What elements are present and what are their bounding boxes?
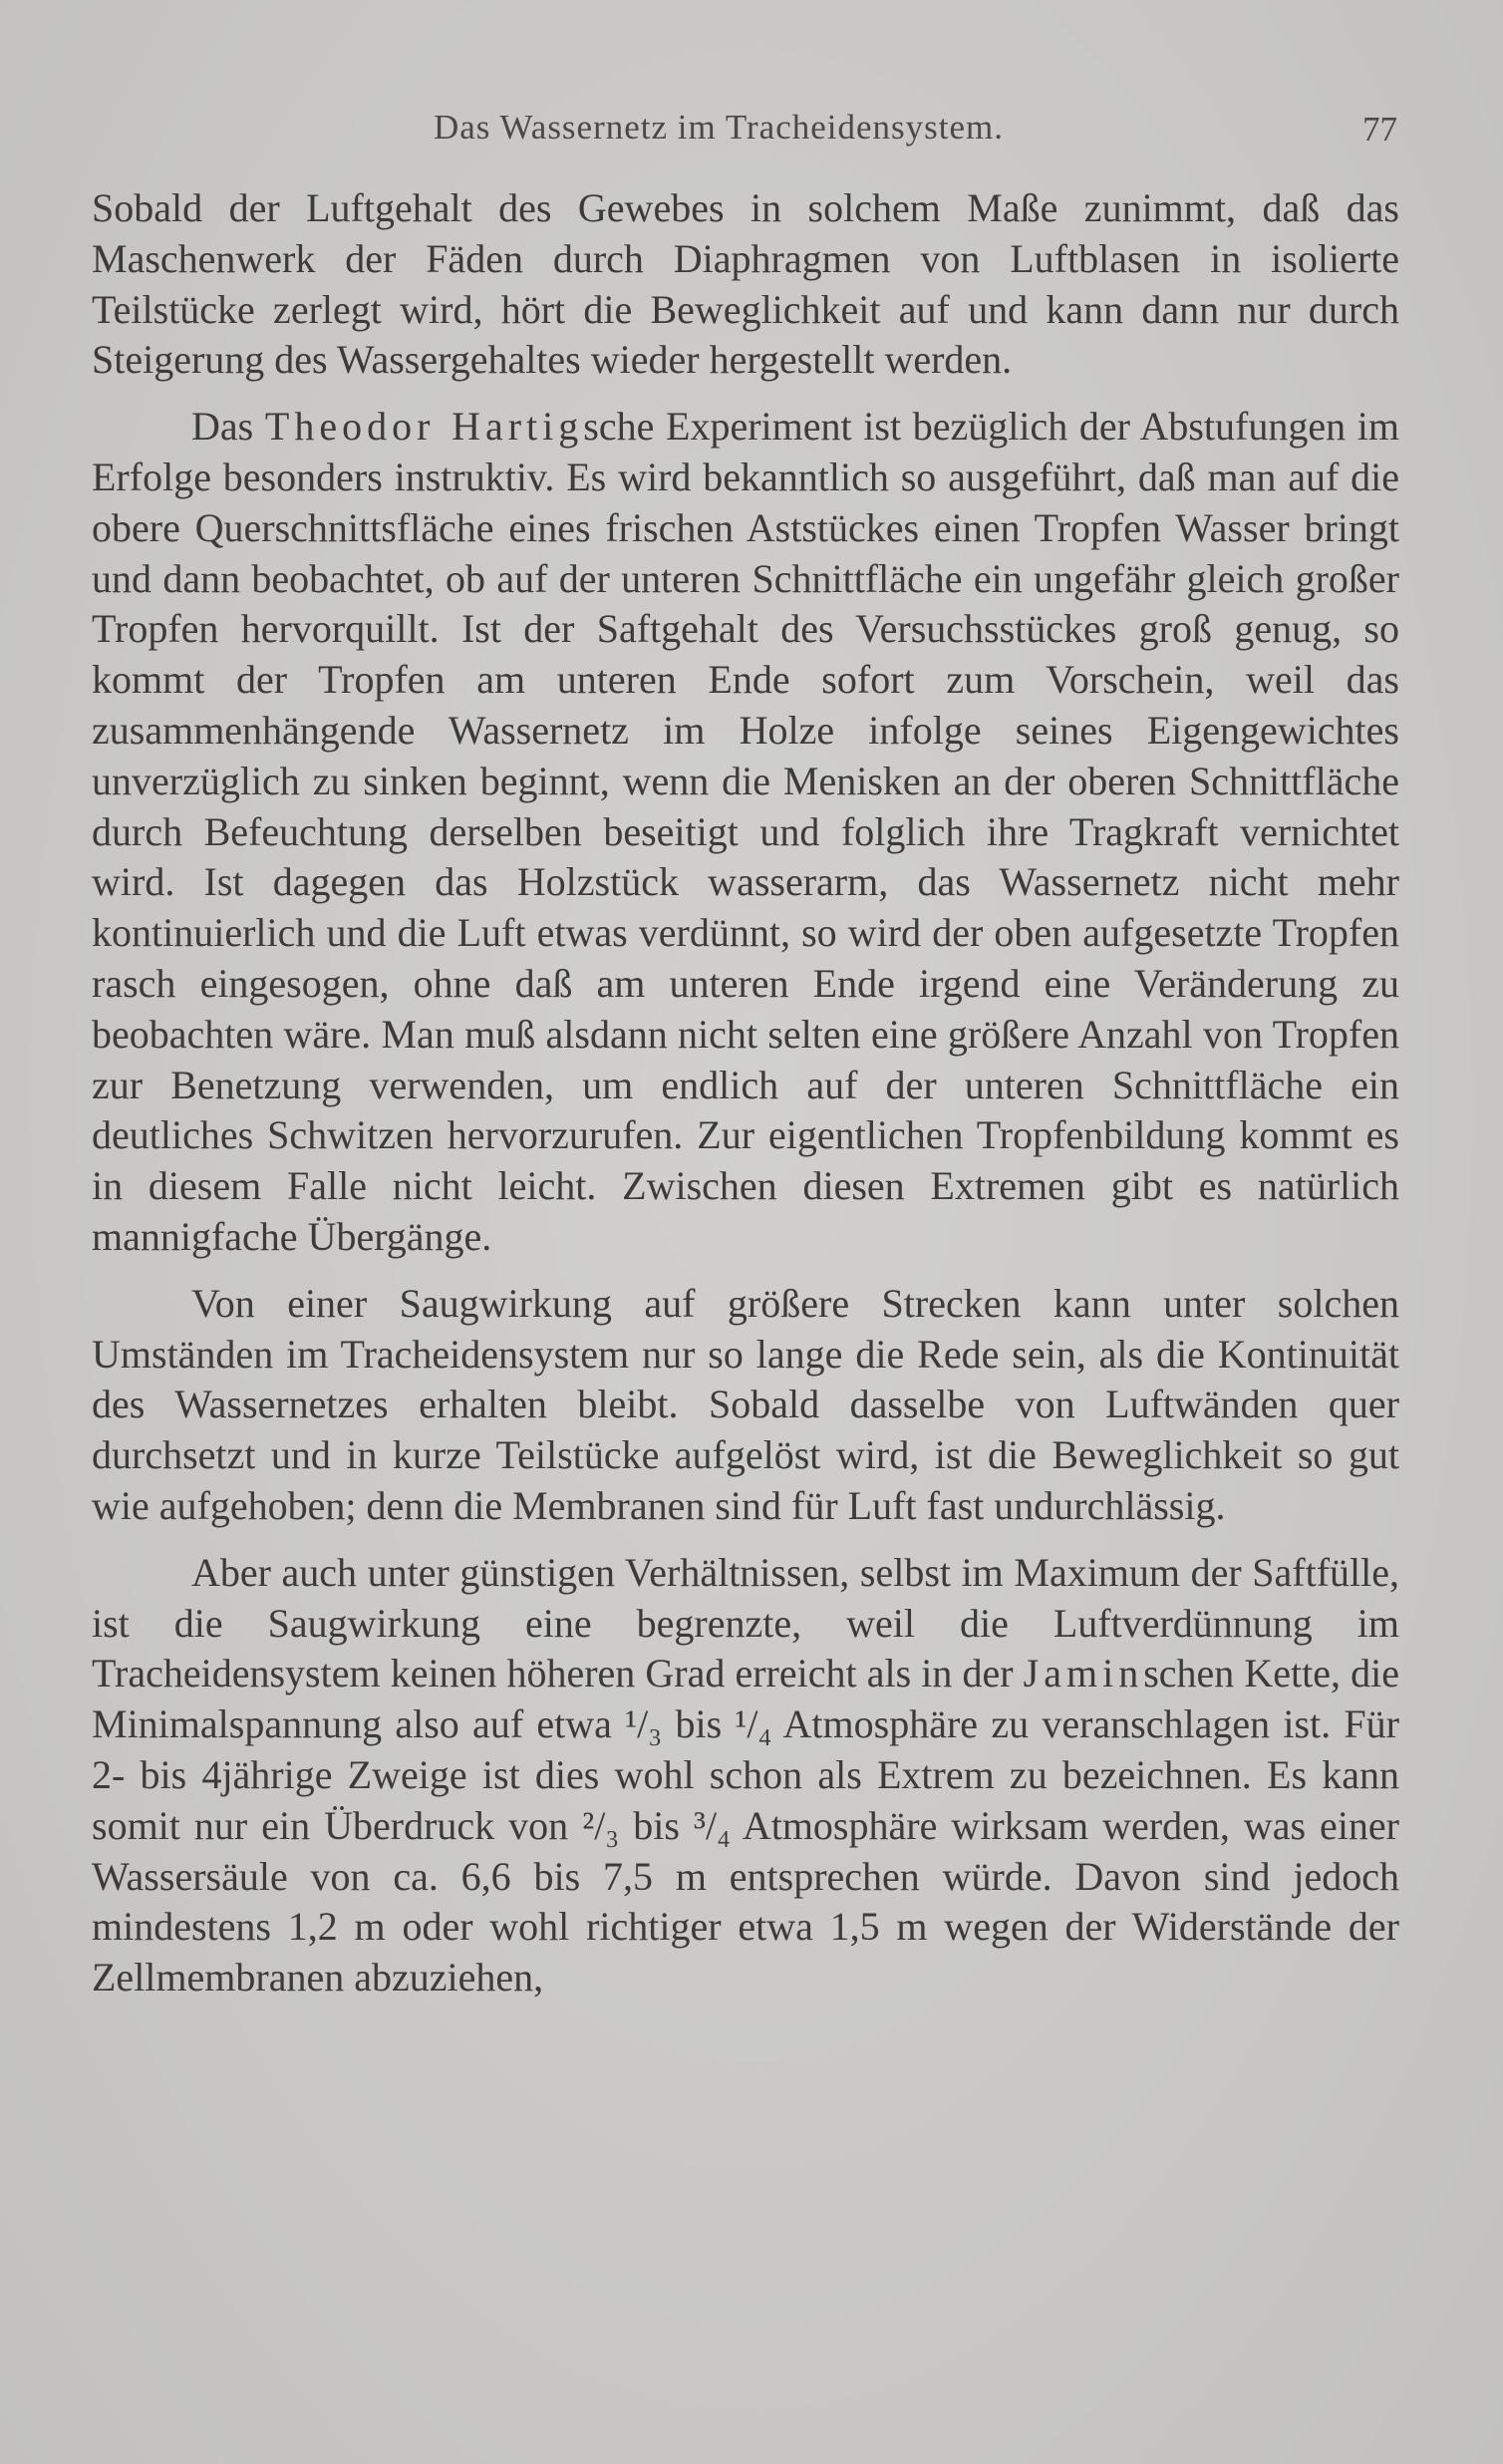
spaced-name-hartig: Theodor Hartig [264, 404, 584, 450]
running-title: Das Wassernetz im Tracheidensystem. [434, 108, 1004, 147]
running-head [90, 108, 1401, 157]
paragraph-1: Sobald der Luftgehalt des Gewebes in solchem Maße zunimmt, daß das Maschenwerk der Fäden durch Diaphragmen von Luftblasen in isolierte Teilstücke zerlegt wird, hört die Beweglichkeit auf und kann dann nur durch Steigerung des Wassergehaltes wieder hergestellt werden. [92, 185, 1399, 383]
paragraph-3: Von einer Saugwirkung auf größere Strecken kann unter solchen Umständen im Tracheidensystem nur so lange die Rede sein, als die Kontinuität des Wassernetzes erhalten bleibt. Sobald dasselbe von Luftwänden quer durchsetzt und in kurze Teilstücke aufgelöst wird, ist die Beweglichkeit so gut wie aufgehoben; denn die Membranen sind für Luft fast undurchlässig. [92, 1280, 1399, 1528]
page-number: 77 [1362, 110, 1397, 149]
spaced-name-jamin: Jamin [1023, 1651, 1144, 1696]
paragraph-2 [92, 402, 1399, 1263]
paragraph-2-rest: sche Experiment ist bezüglich der Abstufungen im Erfolge besonders instruktiv. Es wird bekanntlich so ausgeführt, daß man auf die obere Querschnittsfläche eines frischen Aststückes einen Tropfen Wasser bringt und dann beobachtet, ob auf der unteren Schnittfläche ein ungefähr gleich großer Tropfen hervorquillt. Ist der Saftgehalt des Versuchsstückes groß genug, so kommt der Tropfen am unteren Ende sofort zum Vorschein, weil das zusammenhängende Wassernetz im Holze infolge seines Eigengewichtes unverzüglich zu sinken beginnt, wenn die Menisken an der oberen Schnittfläche durch Befeuchtung derselben beseitigt und folglich ihre Tragkraft vernichtet wird. Ist dagegen das Holzstück wasserarm, das Wassernetz nicht mehr kontinuierlich und die Luft etwas verdünnt, so wird der oben aufgesetzte Tropfen rasch eingesogen, ohne daß am unteren Ende irgend eine Veränderung zu beobachten wäre. Man muß alsdann nicht selten eine größere Anzahl von Tropfen zur Benetzung verwenden, um endlich auf der unteren Schnittfläche ein deutliches Schwitzen hervorzurufen. Zur eigentlichen Tropfenbildung kommt es in diesem Falle nicht leicht. Zwischen diesen Extremen gibt es natürlich mannigfache Übergänge. [92, 404, 1399, 1259]
paragraph-2-lead: Das [191, 404, 265, 450]
paragraph-4 [92, 1548, 1399, 2003]
paragraph-4-lead: Aber auch unter günstigen Verhältnissen, selbst im Maximum der Saftfülle, ist die Saugwirkung eine begrenzte, weil die Luftverdünnung im Tracheidensystem keinen höheren Grad erreicht als in der [92, 1549, 1399, 1696]
body-text [92, 183, 1399, 2003]
paragraph-4-rest: schen Kette, die Minimalspannung also auf etwa ¹/₃ bis ¹/₄ Atmosphäre zu veranschlagen ist. Für 2- bis 4jährige Zweige ist dies wohl schon als Extrem zu bezeichnen. Es kann somit nur ein Überdruck von ²/₃ bis ³/₄ Atmosphäre wirksam werden, was einer Wassersäule von ca. 6,6 bis 7,5 m entsprechen würde. Davon sind jedoch mindestens 1,2 m oder wohl richtiger etwa 1,5 m wegen der Widerstände der Zellmembranen abzuziehen, [92, 1651, 1400, 2001]
